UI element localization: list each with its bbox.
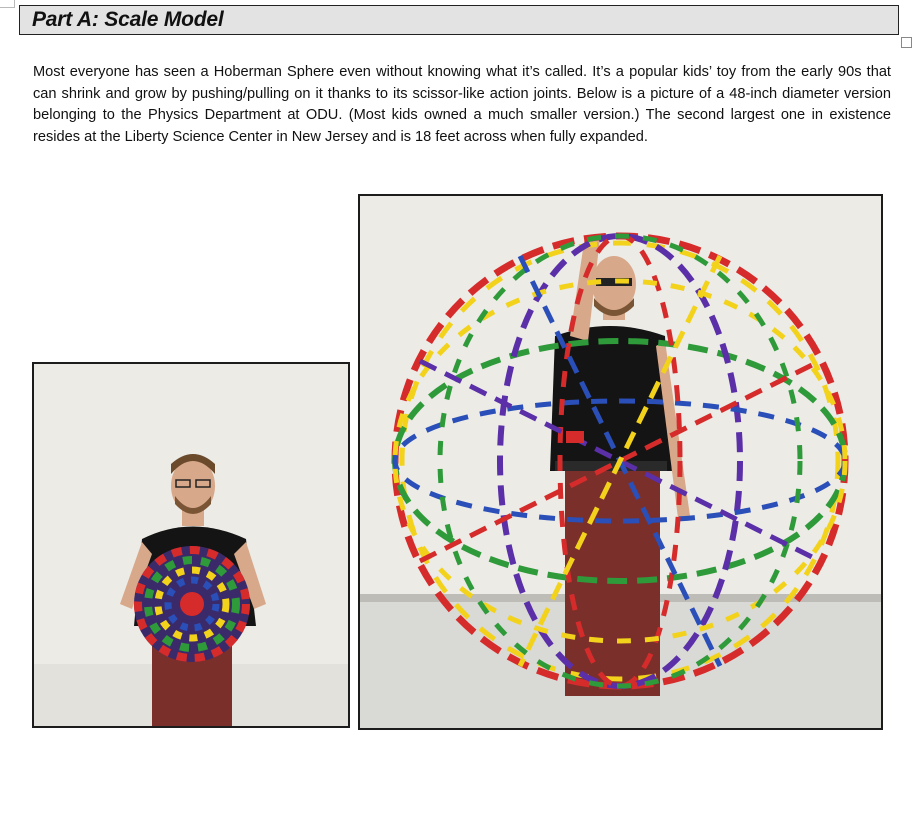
- resize-handle[interactable]: [901, 37, 912, 48]
- section-heading: Part A: Scale Model: [32, 8, 224, 31]
- section-heading-box: [19, 5, 899, 35]
- photo-small-illustration: [34, 364, 348, 726]
- compact-sphere: [134, 546, 250, 662]
- photo-small-sphere: [32, 362, 350, 728]
- intro-paragraph: Most everyone has seen a Hoberman Sphere even without knowing what it’s called. It’s a popular kids’ toy from the early 90s that can shrink and grow by pushing/pulling on it thanks to its scissor-like action joints. Below is a picture of a 48-inch diameter version belonging to the Physics Department at ODU. (Most kids owned a much smaller version.) The second largest one in existence resides at the Liberty Science Center in New Jersey and is 18 feet across when fully expanded.: [33, 64, 891, 145]
- photo-large-illustration: [360, 196, 881, 728]
- photo-expanded-sphere: [358, 194, 883, 730]
- page-corner-mark: [0, 0, 15, 8]
